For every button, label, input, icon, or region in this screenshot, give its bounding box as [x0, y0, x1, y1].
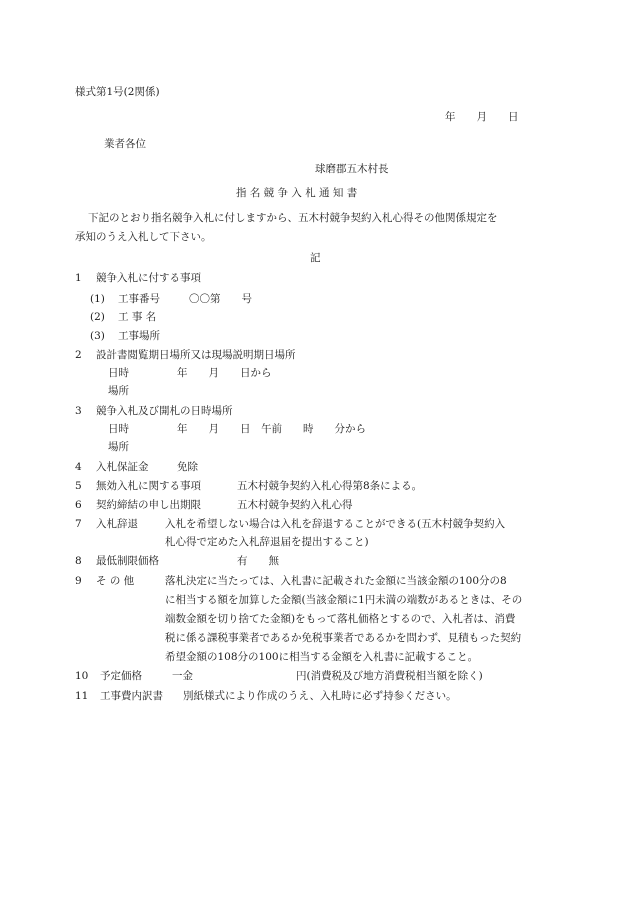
datetime-label: 日時 — [108, 423, 129, 435]
item-value: 別紙様式により作成のうえ、入札時に必ず持参ください。 — [183, 690, 457, 702]
item-value: 有 無 — [237, 555, 279, 567]
item-number: 2 — [75, 349, 82, 361]
item-text-line: 札心得で定めた入札辞退届を提出すること) — [165, 536, 369, 548]
item-label: 契約締結の申し出期限 — [96, 499, 201, 511]
item-label: 競争入札及び開札の日時場所 — [96, 405, 233, 417]
sub-item-label: 工事番号 — [118, 293, 160, 305]
datetime-value: 年 月 日 午前 時 分から — [177, 423, 366, 435]
item-label: 競争入札に付する事項 — [96, 272, 201, 284]
place-label: 場所 — [108, 385, 129, 397]
item-text-line: 税に係る課税事業者であるか免税事業者であるかを問わず、見積もった契約 — [165, 632, 522, 644]
date-line: 年 月 日 — [445, 111, 519, 123]
addressee: 業者各位 — [104, 138, 146, 150]
item-number: 1 — [75, 272, 82, 284]
item-number: 11 — [75, 690, 89, 702]
item-prefix: 一金 — [172, 670, 193, 682]
item-text-line: 希望金額の108分の100に相当する金額を入札書に記載すること。 — [165, 651, 479, 663]
sub-item-number: (1) — [90, 293, 105, 305]
item-label: 予定価格 — [100, 670, 142, 682]
item-value: 免除 — [177, 461, 198, 473]
item-label: そ の 他 — [96, 575, 135, 587]
sub-item-label: 工事場所 — [118, 330, 160, 342]
intro-line-2: 承知のうえ入札して下さい。 — [75, 231, 212, 243]
item-number: 5 — [75, 480, 82, 492]
sub-item-number: (3) — [90, 330, 105, 342]
item-value: 円(消費税及び地方消費税相当額を除く) — [296, 670, 483, 682]
ki-heading: 記 — [310, 252, 321, 264]
item-number: 7 — [75, 518, 82, 530]
datetime-label: 日時 — [108, 367, 129, 379]
item-number: 3 — [75, 405, 82, 417]
item-value: 五木村競争契約入札心得 — [237, 499, 353, 511]
item-number: 6 — [75, 499, 82, 511]
item-number: 8 — [75, 555, 82, 567]
item-text-line: 落札決定に当たっては、入札書に記載された金額に当該金額の100分の8 — [165, 575, 507, 587]
item-number: 10 — [75, 670, 89, 682]
item-number: 9 — [75, 575, 82, 587]
item-label: 入札辞退 — [96, 518, 138, 530]
item-number: 4 — [75, 461, 82, 473]
datetime-value: 年 月 日から — [177, 367, 272, 379]
item-text-line: 端数金額を切り捨てた金額)をもって落札価格とするので、入札者は、消費 — [165, 613, 516, 625]
sub-item-value: 〇〇第 号 — [189, 293, 252, 305]
item-label: 工事費内訳書 — [100, 690, 163, 702]
document-title: 指 名 競 争 入 札 通 知 書 — [236, 187, 358, 199]
item-label: 最低制限価格 — [96, 555, 159, 567]
item-value: 五木村競争契約入札心得第8条による。 — [237, 480, 423, 492]
form-number: 様式第1号(2関係) — [75, 86, 160, 98]
item-text-line: 入札を希望しない場合は入札を辞退することができる(五木村競争契約入 — [165, 518, 506, 530]
item-text-line: に相当する額を加算した金額(当該金額に1円未満の端数があるときは、その — [165, 594, 523, 606]
issuer: 球磨郡五木村長 — [315, 163, 389, 175]
sub-item-label: 工 事 名 — [118, 311, 157, 323]
sub-item-number: (2) — [90, 311, 105, 323]
item-label: 無効入札に関する事項 — [96, 480, 201, 492]
item-label: 入札保証金 — [96, 461, 149, 473]
intro-line-1: 下記のとおり指名競争入札に付しますから、五木村競争契約入札心得その他関係規定を — [88, 212, 498, 224]
item-label: 設計書閲覧期日場所又は現場説明期日場所 — [96, 349, 296, 361]
place-label: 場所 — [108, 441, 129, 453]
